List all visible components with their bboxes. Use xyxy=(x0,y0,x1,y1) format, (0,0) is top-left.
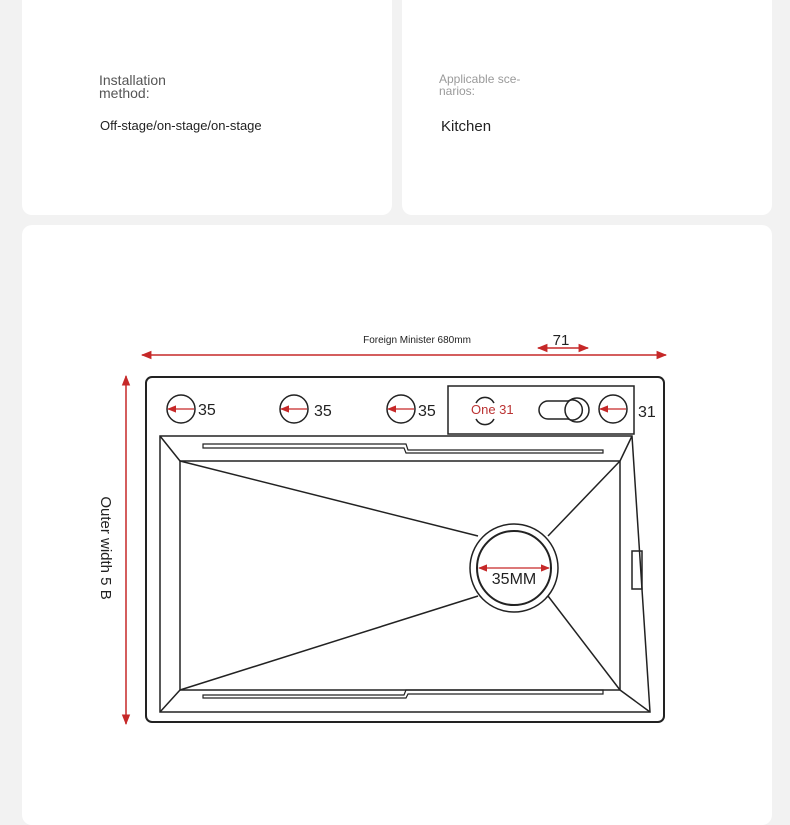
width-dimension-label: Foreign Minister 680mm xyxy=(363,335,471,346)
deck-hole-2 xyxy=(280,395,308,423)
sink-bowl-outline xyxy=(160,436,650,712)
deck-hole-3-label: 35 xyxy=(418,403,436,420)
installation-method-label: Installation method: xyxy=(99,72,166,101)
applicable-scenarios-value: Kitchen xyxy=(441,118,492,135)
faucet-slot xyxy=(539,400,582,420)
bowl-corner-line xyxy=(620,690,650,712)
slope-line xyxy=(548,461,620,536)
deck-hole-3 xyxy=(387,395,415,423)
deck-hole-2-label: 35 xyxy=(314,403,332,420)
applicable-scenarios-label: Applicable sce- narios: xyxy=(439,72,521,98)
top-rail xyxy=(203,444,603,453)
height-dimension-label: Outer width 5 B xyxy=(97,496,114,600)
deck-hole-1 xyxy=(167,395,195,423)
slope-line xyxy=(180,461,478,536)
bowl-corner-line xyxy=(620,436,632,461)
right-hole xyxy=(599,395,627,423)
deck-hole-1-label: 35 xyxy=(198,402,216,419)
right-hole-label: 31 xyxy=(638,404,656,421)
sink-outer-frame xyxy=(146,377,664,722)
slope-line xyxy=(180,596,478,690)
bowl-corner-line xyxy=(160,436,180,461)
drain-dimension-label: 35MM xyxy=(491,571,537,588)
installation-method-value: Off-stage/on-stage/on-stage xyxy=(100,118,262,133)
bottom-rail xyxy=(203,690,603,698)
slope-line xyxy=(548,596,620,690)
bowl-corner-line xyxy=(160,690,180,712)
one-hole-label: One 31 xyxy=(471,402,514,417)
faucet-width-label: 71 xyxy=(552,332,570,349)
